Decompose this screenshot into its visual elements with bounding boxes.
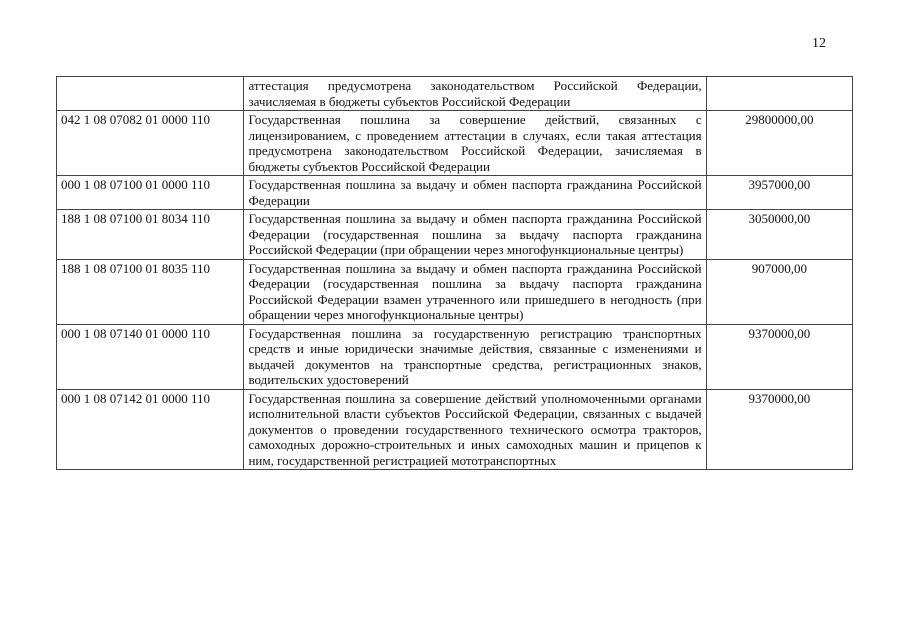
description-cell: аттестация предусмотрена законодательством Российской Федерации, зачисляемая в бюджеты субъектов Российской Федерации	[244, 77, 706, 111]
description-cell: Государственная пошлина за выдачу и обмен паспорта гражданина Российской Федерации	[244, 176, 706, 210]
table-row	[57, 259, 853, 324]
description-cell: Государственная пошлина за государственную регистрацию транспортных средств и иные юридически значимые действия, связанные с изменениями и выдачей документов на транспортные средства, регистрационных знаков, водительских удостоверений	[244, 324, 706, 389]
description-cell: Государственная пошлина за выдачу и обмен паспорта гражданина Российской Федерации (государственная пошлина за выдачу паспорта гражданина Российской Федерации (при обращении через многофункциональные центры)	[244, 210, 706, 260]
description-cell: Государственная пошлина за выдачу и обмен паспорта гражданина Российской Федерации (государственная пошлина за выдачу паспорта гражданина Российской Федерации взамен утраченного или пришедшего в негодность (при обращении через многофункциональные центры)	[244, 259, 706, 324]
amount-cell	[706, 77, 852, 111]
budget-code-cell: 042 1 08 07082 01 0000 110	[57, 111, 244, 176]
amount-cell: 3957000,00	[706, 176, 852, 210]
table-row	[57, 176, 853, 210]
table-row	[57, 389, 853, 470]
amount-cell: 9370000,00	[706, 389, 852, 470]
budget-code-cell: 188 1 08 07100 01 8034 110	[57, 210, 244, 260]
budget-code-cell: 000 1 08 07100 01 0000 110	[57, 176, 244, 210]
amount-cell: 3050000,00	[706, 210, 852, 260]
table-row	[57, 111, 853, 176]
description-cell: Государственная пошлина за совершение действий, связанных с лицензированием, с проведением аттестации в случаях, если такая аттестация предусмотрена законодательством Российской Федерации, зачисляемая в бюджеты субъектов Российской Федерации	[244, 111, 706, 176]
table-row	[57, 324, 853, 389]
budget-code-cell	[57, 77, 244, 111]
amount-cell: 9370000,00	[706, 324, 852, 389]
budget-code-cell: 000 1 08 07140 01 0000 110	[57, 324, 244, 389]
budget-code-cell: 188 1 08 07100 01 8035 110	[57, 259, 244, 324]
table-row	[57, 77, 853, 111]
budget-code-cell: 000 1 08 07142 01 0000 110	[57, 389, 244, 470]
amount-cell: 29800000,00	[706, 111, 852, 176]
description-cell: Государственная пошлина за совершение действий уполномоченными органами исполнительной власти субъектов Российской Федерации, связанных с выдачей документов о проведении государственного технического осмотра тракторов, самоходных дорожно-строительных и иных самоходных машин и прицепов к ним, государственной регистрацией мототранспортных	[244, 389, 706, 470]
budget-revenue-table	[56, 76, 853, 470]
table-row	[57, 210, 853, 260]
amount-cell: 907000,00	[706, 259, 852, 324]
page-number: 12	[812, 36, 826, 51]
